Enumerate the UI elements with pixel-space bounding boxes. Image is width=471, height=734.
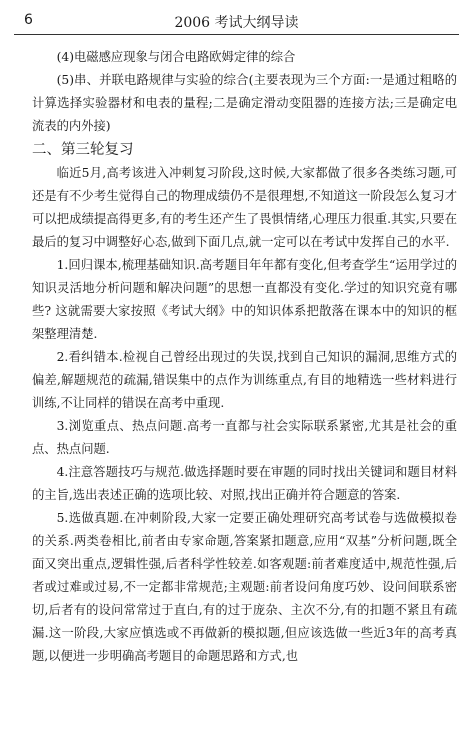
running-title: 2006 考试大纲导读 bbox=[174, 15, 299, 31]
page-header bbox=[14, 8, 459, 35]
tip-3-paragraph: 3.浏览重点、热点问题.高考一直都与社会实际联系紧密,尤其是社会的重点、热点问题. bbox=[32, 419, 457, 456]
list-item-4: (4)电磁感应现象与闭合电路欧姆定律的综合 bbox=[56, 50, 296, 64]
intro-paragraph: 临近5月,高考该进入冲刺复习阶段,这时候,大家都做了很多各类练习题,可还是有不少考生觉得自己的物理成绩仍不是很理想,不知道这一阶段怎么复习才可以把成绩提高得更多,有的考生还产生了畏惧情绪,心理压力很重.其实,只要在最后的复习中调整好心态,做到下面几点,就一定可以在考试中发挥自己的水平. bbox=[32, 166, 457, 249]
tip-4-paragraph: 4.注意答题技巧与规范.做选择题时要在审题的同时找出关键词和题目材料的主旨,选出表述正确的选项比较、对照,找出正确并符合题意的答案. bbox=[32, 465, 457, 502]
page-number: 6 bbox=[24, 12, 33, 28]
tip-1-paragraph: 1.回归课本,梳理基础知识.高考题目年年都有变化,但考查学生“运用学过的知识灵活地分析问题和解决问题”的思想一直都没有变化.学过的知识究竟有哪些? 这就需要大家按照《考试大纲》中的知识体系把散落在课本中的知识的框架整理清楚. bbox=[32, 258, 457, 341]
section-heading: 二、第三轮复习 bbox=[32, 142, 134, 158]
list-item-5: (5)串、并联电路规律与实验的综合(主要表现为三个方面:一是通过粗略的计算选择实验器材和电表的量程;二是确定滑动变阻器的连接方法;三是确定电流表的内外接) bbox=[32, 73, 457, 133]
page-body bbox=[32, 46, 457, 668]
tip-2-paragraph: 2.看纠错本.检视自己曾经出现过的失误,找到自己知识的漏洞,思维方式的偏差,解题规范的疏漏,错误集中的点作为训练重点,有目的地精选一些材料进行训练,不让同样的错误在高考中重现. bbox=[32, 350, 457, 410]
tip-5-paragraph: 5.选做真题.在冲刺阶段,大家一定要正确处理研究高考试卷与选做模拟卷的关系.两类卷相比,前者由专家命题,答案紧扣题意,应用“双基”分析问题,既全面又突出重点,逻辑性强,后者科学性较差.如客观题:前者难度适中,规范性强,后者或过难或过易,不一定都非常规范;主观题:前者设问角度巧妙、设问间联系密切,后者有的设问常常过于直白,有的过于庞杂、主次不分,有的扣题不紧且有疏漏.这一阶段,大家应慎选或不再做新的模拟题,但应该选做一些近3年的高考真题,以便进一步明确高考题目的命题思路和方式,也 bbox=[32, 511, 457, 663]
